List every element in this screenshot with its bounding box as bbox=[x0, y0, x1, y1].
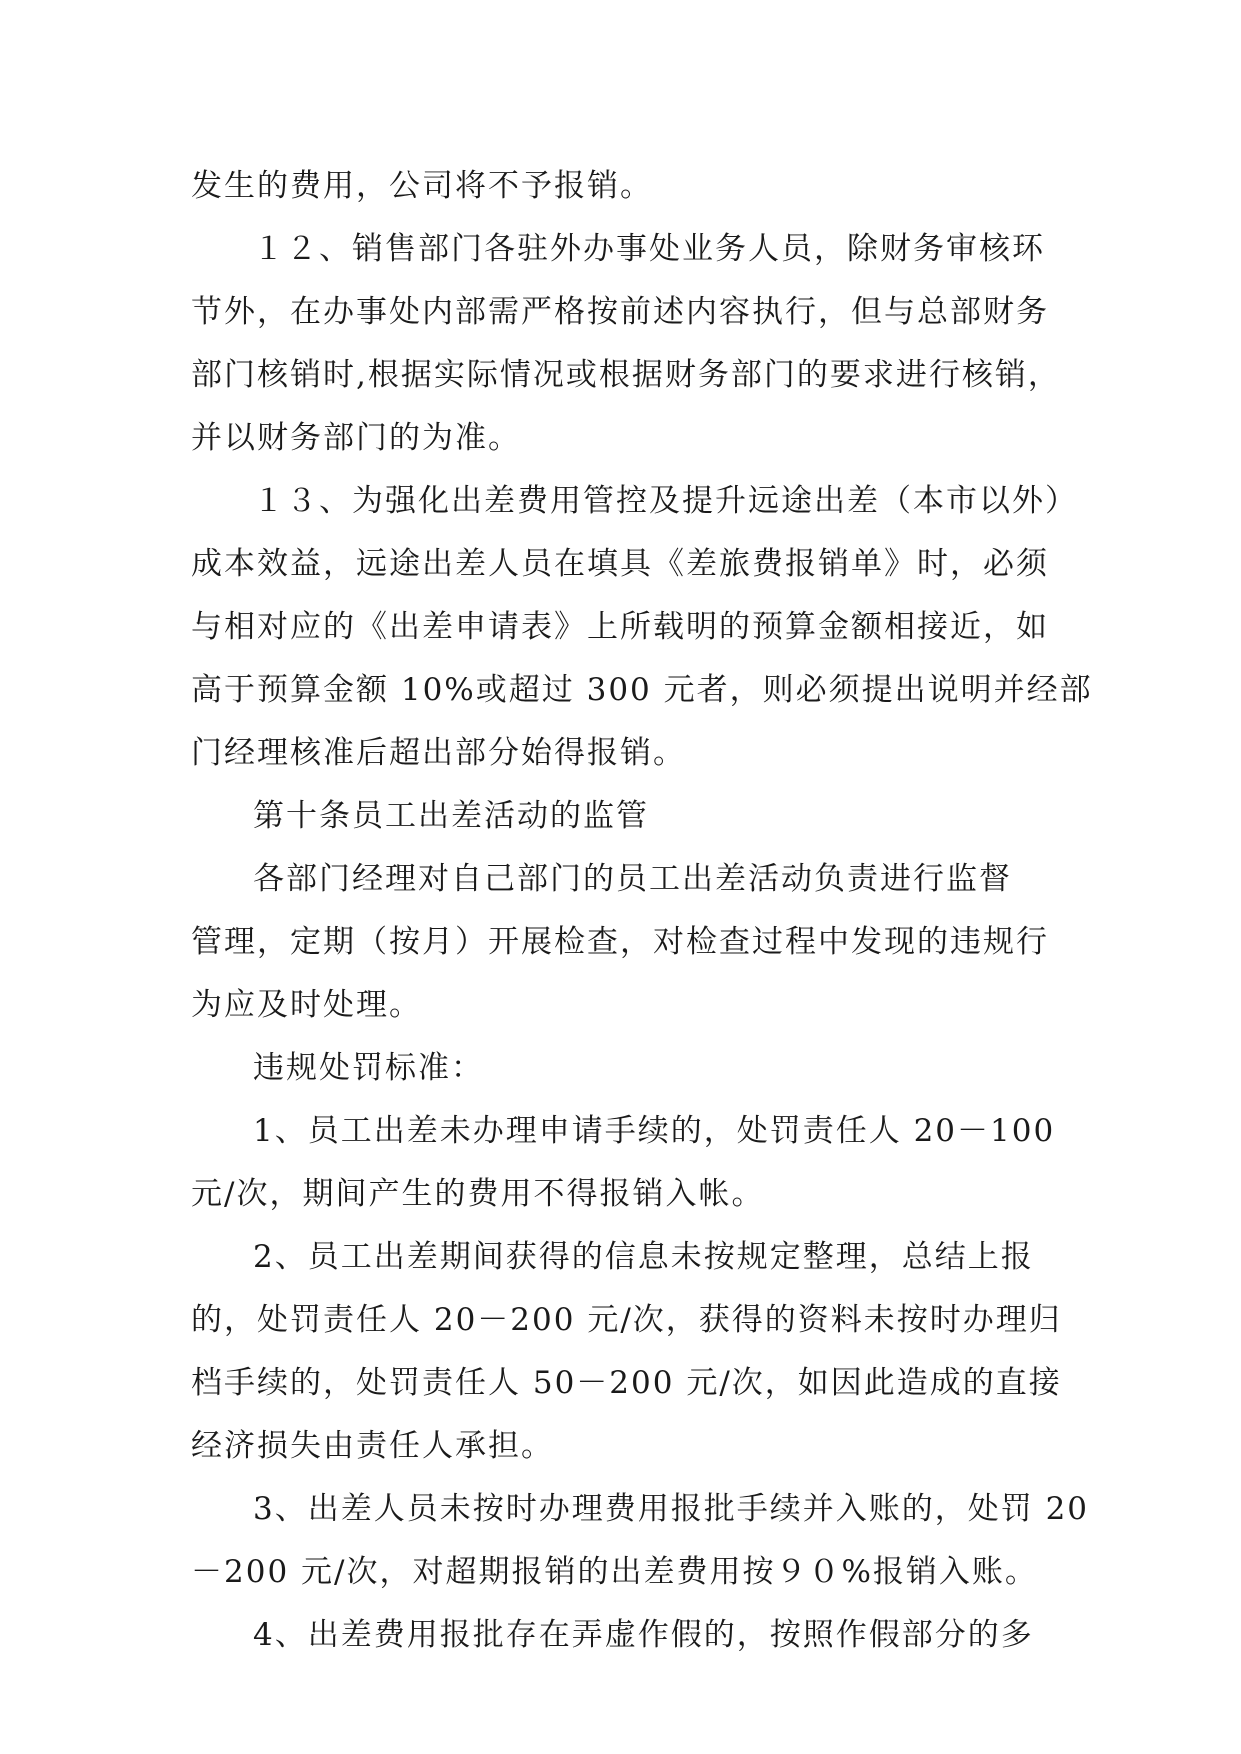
text-line: 管理，定期（按月）开展检查，对检查过程中发现的违规行 bbox=[191, 924, 1049, 960]
text-line: 档手续的，处罚责任人 50－200 元/次，如因此造成的直接 bbox=[191, 1365, 1062, 1401]
text-line: 高于预算金额 10%或超过 300 元者，则必须提出说明并经部 bbox=[191, 672, 1093, 708]
text-line: 节外，在办事处内部需严格按前述内容执行，但与总部财务 bbox=[191, 294, 1049, 330]
text-line: 4、出差费用报批存在弄虚作假的，按照作假部分的多 bbox=[253, 1617, 1034, 1653]
text-line: 门经理核准后超出部分始得报销。 bbox=[191, 735, 686, 771]
text-line: －200 元/次，对超期报销的出差费用按９０%报销入账。 bbox=[191, 1554, 1038, 1590]
text-line: 各部门经理对自己部门的员工出差活动负责进行监督 bbox=[253, 861, 1012, 897]
text-line: 违规处罚标准： bbox=[253, 1050, 484, 1086]
text-line: 1、员工出差未办理申请手续的，处罚责任人 20－100 bbox=[253, 1113, 1056, 1149]
text-line: 部门核销时,根据实际情况或根据财务部门的要求进行核销， bbox=[191, 357, 1061, 393]
document-body bbox=[191, 155, 1093, 1667]
text-line: 发生的费用，公司将不予报销。 bbox=[191, 168, 653, 204]
text-line: 成本效益，远途出差人员在填具《差旅费报销单》时，必须 bbox=[191, 546, 1049, 582]
text-line: 元/次，期间产生的费用不得报销入帐。 bbox=[191, 1176, 765, 1212]
text-line: １３、为强化出差费用管控及提升远途出差（本市以外） bbox=[253, 483, 1078, 519]
text-line: 3、出差人员未按时办理费用报批手续并入账的，处罚 20 bbox=[253, 1491, 1090, 1527]
text-line: 并以财务部门的为准。 bbox=[191, 420, 521, 456]
text-line: １２、销售部门各驻外办事处业务人员，除财务审核环 bbox=[253, 231, 1045, 267]
text-line: 2、员工出差期间获得的信息未按规定整理，总结上报 bbox=[253, 1239, 1034, 1275]
text-line: 与相对应的《出差申请表》上所载明的预算金额相接近，如 bbox=[191, 609, 1049, 645]
text-line: 第十条员工出差活动的监管 bbox=[253, 798, 649, 834]
text-line: 的，处罚责任人 20－200 元/次，获得的资料未按时办理归 bbox=[191, 1302, 1062, 1338]
text-line: 为应及时处理。 bbox=[191, 987, 422, 1023]
text-line: 经济损失由责任人承担。 bbox=[191, 1428, 554, 1464]
